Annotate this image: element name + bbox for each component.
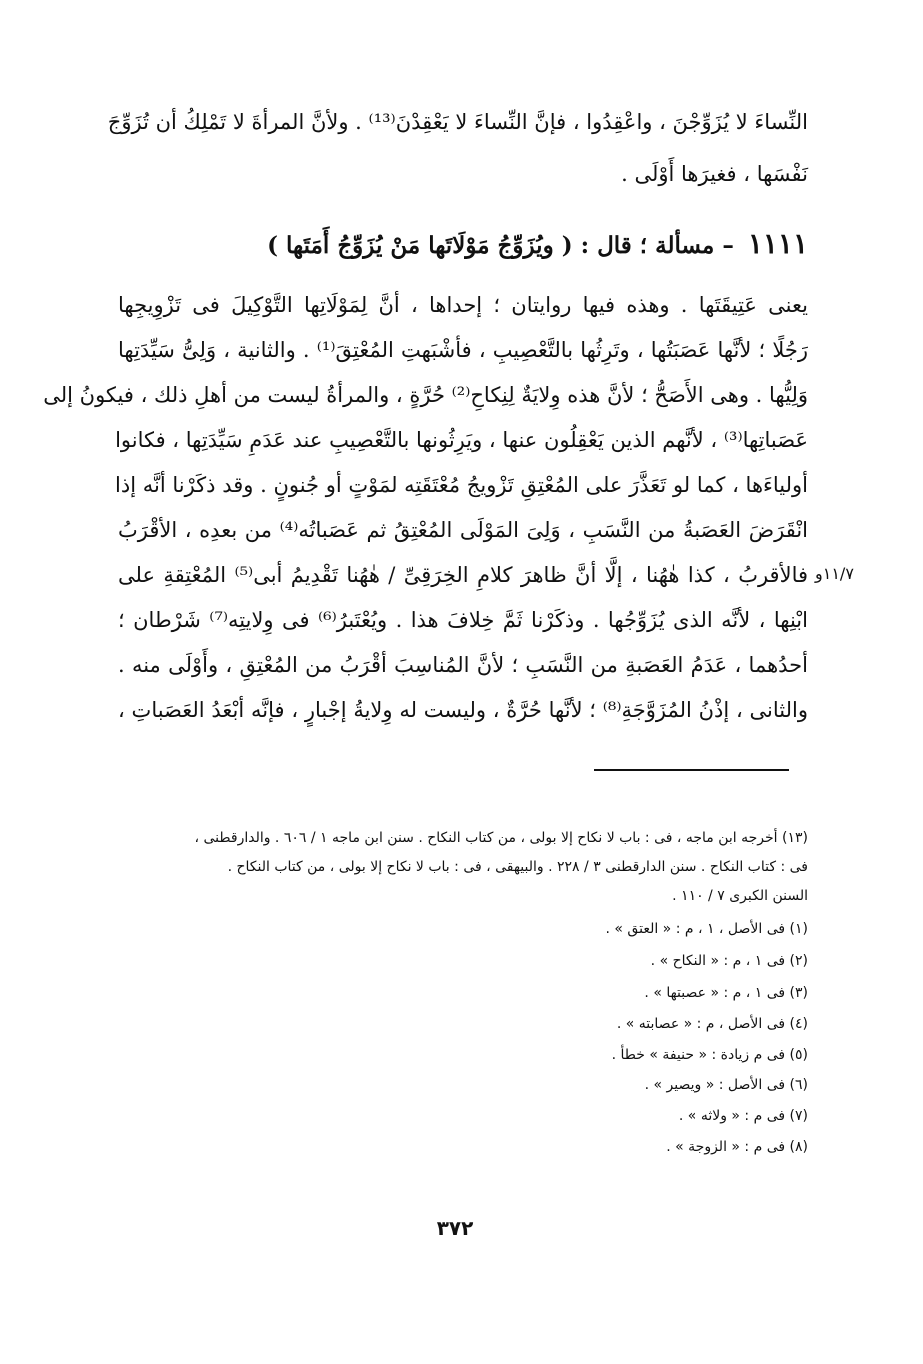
body-line: النِّساءَ لا يُزَوِّجْنَ ، واعْقِدُوا ، فإنَّ النِّساءَ لا يَعْقِدْنَ⁽¹³⁾ . ولأنَّ المرأةَ لا تَمْلِكُ أن تُزَوِّجَ xyxy=(107,110,808,134)
paragraph-line: رَجُلًا ؛ لأنَّها عَصَبَتُها ، وتَرِثُها بالتَّعْصِيبِ ، فأشْبَهتِ المُعْتِقَ⁽¹⁾ . والثانية ، وَلِىُّ سَيِّدَتِها xyxy=(118,338,808,362)
footnote-separator xyxy=(594,769,789,771)
footnote-item: (٤) فى الأصل ، م : « عصابته » . xyxy=(616,1016,808,1032)
footnote-item: (١) فى الأصل ، ١ ، م : « العتق » . xyxy=(605,921,808,937)
section-heading xyxy=(118,220,808,268)
footnote-item: (٥) فى م زيادة : « حنيفة » خطأ . xyxy=(611,1047,808,1063)
footnote-line: (١٣) أخرجه ابن ماجه ، فى : باب لا نكاح إلا بولى ، من كتاب النكاح . سنن ابن ماجه ١ / ٦٠٦ . والدارقطنى ، xyxy=(194,830,808,846)
footnote-line: فى : كتاب النكاح . سنن الدارقطنى ٣ / ٢٢٨ . والبيهقى ، فى : باب لا نكاح إلا بولى ، من كتاب النكاح . xyxy=(227,859,808,875)
margin-folio-note: ١١/٧و xyxy=(815,564,854,583)
paragraph-line: فالأقربُ ، كذا هٰهُنا ، إلَّا أنَّ ظاهرَ كلامِ الخِرَقِىِّ / هٰهُنا تَقْدِيمُ أبى⁽⁵⁾ المُعْتِقةِ على xyxy=(118,563,809,587)
paragraph-line: وَلِيُّها . وهى الأَصَحُّ ؛ لأنَّ هذه وِلايَةٌ لِنِكاحِ⁽²⁾ حُرَّةٍ ، والمرأةُ ليست من أهلِ ذلك ، فيكونُ إلى xyxy=(43,383,808,407)
footnote-line: السنن الكبرى ٧ / ١١٠ . xyxy=(672,888,808,904)
footnote-item: (٦) فى الأصل : « ويصير » . xyxy=(644,1077,808,1093)
footnote-item: (٢) فى ١ ، م : « النكاح » . xyxy=(650,953,808,969)
page-number: ٣٧٢ xyxy=(436,1216,474,1240)
section-title: – مسألة ؛ قال : ( ويُزَوِّجُ مَوْلَاتَها مَنْ يُزَوِّجُ أَمَتَها ) xyxy=(267,232,734,259)
paragraph-line: والثانى ، إذْنُ المُزَوَّجَةِ⁽⁸⁾ ؛ لأنَّها حُرَّةٌ ، وليست له وِلايةُ إجْبارٍ ، فإنَّه أبْعَدُ العَصَباتِ ، xyxy=(118,698,808,722)
paragraph-line: يعنى عَتِيقَتَها . وهذه فيها روايتان ؛ إحداها ، أنَّ لِمَوْلَاتِها التَّوْكِيلَ فى تَزْوِيجِها xyxy=(118,293,808,317)
paragraph-line: عَصَباتِها⁽³⁾ ، لأنَّهم الذين يَعْقِلُون عنها ، ويَرِثُونها بالتَّعْصِيبِ عند عَدَمِ سَيِّدَتِها ، فكانوا xyxy=(115,428,808,452)
paragraph-line: انْقَرَضَ العَصَبةُ من النَّسَبِ ، وَلِىَ المَوْلَى المُعْتِقُ ثم عَصَباتُه⁽⁴⁾ من بعدِه ، الأقْرَبُ xyxy=(118,518,809,542)
footnote-item: (٧) فى م : « ولاثه » . xyxy=(678,1108,808,1124)
paragraph-line: أولياءَها ، كما لو تَعَذَّرَ على المُعْتِقِ تَزْويجُ مُعْتَقَتِه لمَوْتٍ أو جُنونٍ . وقد ذكَرْنا أنَّه إذا xyxy=(115,473,808,497)
paragraph-line: ابْنِها ، لأنَّه الذى يُزَوِّجُها . وذكَرْنا ثَمَّ خِلافَ هذا . ويُعْتَبرُ⁽⁶⁾ فى وِلايتِه⁽⁷⁾ شَرْطان ؛ xyxy=(118,608,808,632)
body-line: نَفْسَها ، فغيرَها أَوْلَى . xyxy=(621,162,808,186)
section-number: ١١١١ xyxy=(747,227,808,260)
footnote-item: (٨) فى م : « الزوجة » . xyxy=(666,1139,808,1155)
paragraph-line: أحدُهما ، عَدَمُ العَصَبةِ من النَّسَبِ ؛ لأنَّ المُناسِبَ أقْرَبُ من المُعْتِقِ ، وأَوْلَى منه . xyxy=(118,653,808,677)
footnote-item: (٣) فى ١ ، م : « عصبتها » . xyxy=(644,985,808,1001)
